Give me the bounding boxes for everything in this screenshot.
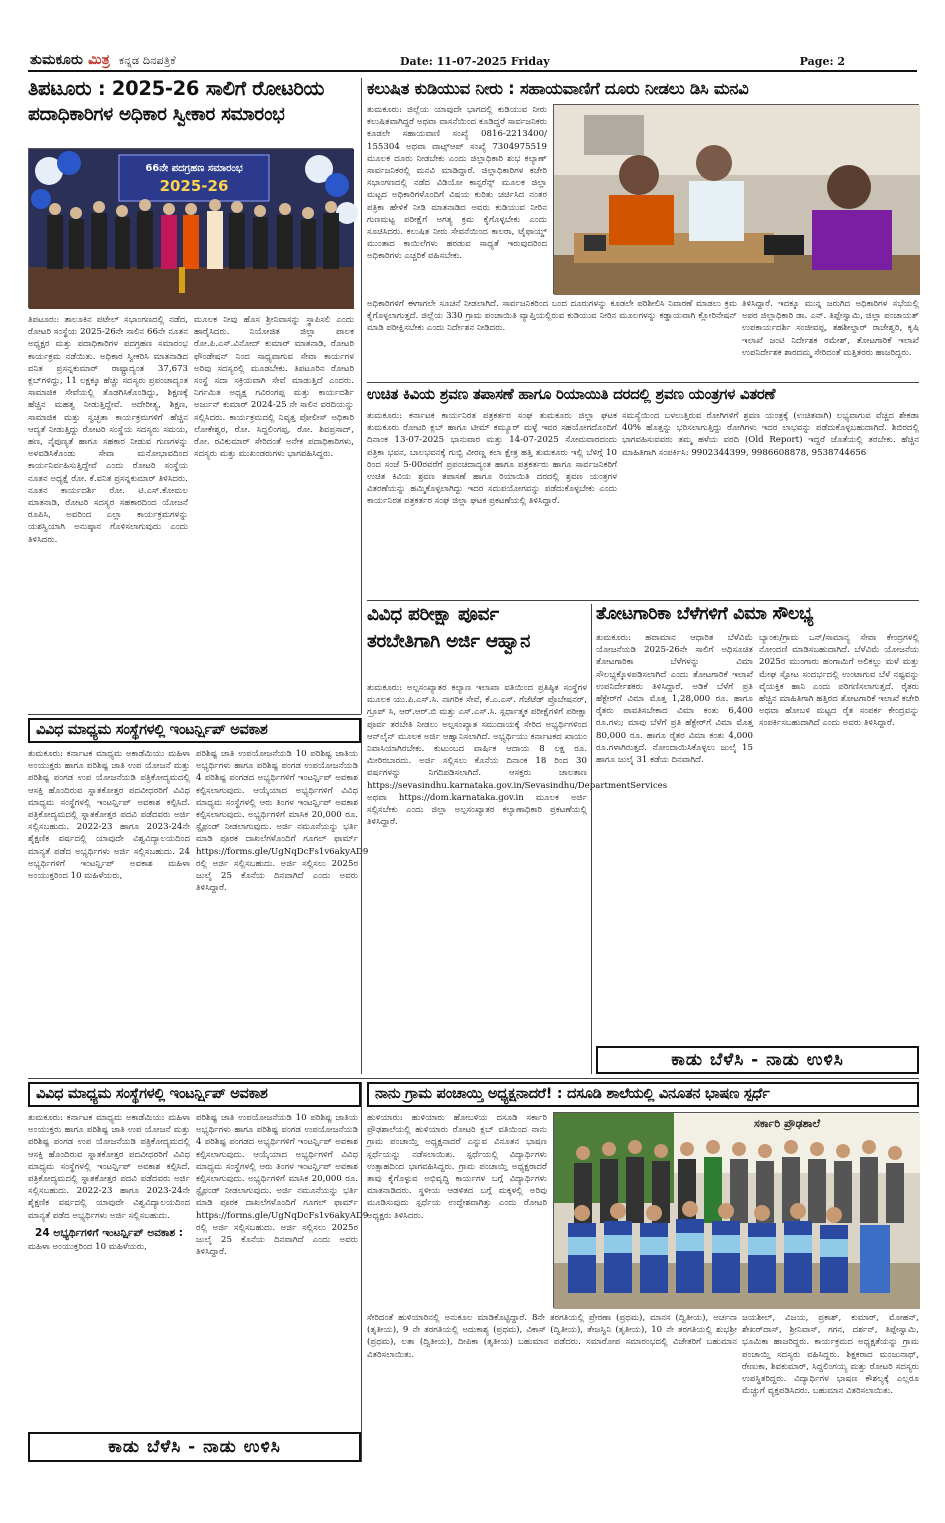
story8-photo [553,1112,919,1308]
story7-column-1 [28,1112,190,1426]
story1-headline-line1: ತಿಪಟೂರು : 2025-26 ಸಾಲಿಗೆ ರೋಟರಿಯ [28,77,325,100]
story2-column-1: ತುಮಕೂರು: ಜಿಲ್ಲೆಯ ಯಾವುದೇ ಭಾಗದಲ್ಲಿ ಕುಡಿಯುವ ನೀರು ಕಲುಷಿತವಾಗಿದ್ದರೆ ಅಥವಾ ವಾಸನೆಯಿಂದ ಕೂಡಿದ್ದರೆ ಸಾರ್ವಜನಿಕರು ಕೂಡಲೇ ಸಹಾಯವಾಣಿ ಸಂಖ್ಯೆ 0816-2213400/ 155304 ಅಥವಾ ವಾಟ್ಸ್ಆಪ್ ಸಂಖ್ಯೆ 7304975519 ಮೂಲಕ ದೂರು ನೀಡಬೇಕು ಎಂದು ಜಿಲ್ಲಾಧಿಕಾರಿ ಶುಭ ಕಲ್ಯಾಣ್ ಸಾರ್ವಜನಿಕರಲ್ಲಿ ಮನವಿ ಮಾಡಿದ್ದಾರೆ. ಜಿಲ್ಲಾಧಿಕಾರಿಗಳ ಕಚೇರಿ ಸಭಾಂಗಣದಲ್ಲಿ ನಡೆದ ವಿಡಿಯೋ ಕಾನ್ಫರೆನ್ಸ್ ಮೂಲಕ ಜಿಲ್ಲಾ ಮಟ್ಟದ ಅಧಿಕಾರಿಗಳೊಂದಿಗೆ ವಿಷಯ ಕುರಿತು ಚರ್ಚಿಸಿದ ನಂತರ ಪತ್ರಿಕಾ ಹೇಳಿಕೆ ನೀಡಿ ಮಾತನಾಡಿದ ಅವರು ಕುಡಿಯುವ ನೀರಿನ ಗುಣಮಟ್ಟ ಪರೀಕ್ಷೆಗೆ ಅಗತ್ಯ ಕ್ರಮ ಕೈಗೊಳ್ಳಬೇಕು ಎಂದು ಸೂಚಿಸಿದರು. ಕಲುಷಿತ ನೀರು ಸೇವನೆಯಿಂದ ಕಾಲರಾ, ಟೈಫಾಯ್ಡ್ ಮುಂತಾದ ಕಾಯಿಲೆಗಳು ಹರಡುವ ಸಾಧ್ಯತೆ ಇರುವುದರಿಂದ ಅಧಿಕಾರಿಗಳು ಎಚ್ಚರಿಕೆ ವಹಿಸಬೇಕು. [367,105,547,262]
story2-column-3: ತಿಳಿಸಿದ್ದಾರೆ. ಇದಕ್ಕೂ ಮುನ್ನ ಜರುಗಿದ ಅಧಿಕಾರಿಗಳ ಸಭೆಯಲ್ಲಿ ಅಪರ ಜಿಲ್ಲಾಧಿಕಾರಿ ಡಾ. ಎನ್. ತಿಪ್ಪೇಸ್ವಾಮಿ, ಜಿಲ್ಲಾ ಪಂಚಾಯತ್ ಉಪಕಾರ್ಯದರ್ಶಿ ಸಂಜೀವಪ್ಪ, ತಹಶೀಲ್ದಾರ್ ರಾಜೇಶ್ವರಿ, ಕೃಷಿ ಇಲಾಖೆ ಜಂಟಿ ನಿರ್ದೇಶಕ ರಮೇಶ್, ತೋಟಗಾರಿಕೆ ಇಲಾಖೆ ಉಪನಿರ್ದೇಶಕ ಶಾರದಮ್ಮ ಸೇರಿದಂತೆ ಮತ್ತಿತರರು ಹಾಜರಿದ್ದರು. [742,299,919,358]
story7-column-2: ಪರಿಶಿಷ್ಟ ಜಾತಿ ಉಪಯೋಜನೆಯಡಿ 10 ಪರಿಶಿಷ್ಟ ಜಾತಿಯ ಅಭ್ಯರ್ಥಿಗಳು ಹಾಗೂ ಪರಿಶಿಷ್ಟ ಪಂಗಡ ಉಪಯೋಜನೆಯಡಿ 4 ಪರಿಶಿಷ್ಟ ಪಂಗಡದ ಅಭ್ಯರ್ಥಿಗಳಿಗೆ ಇಂಟರ್ನ್ಷಿಪ್ ಅವಕಾಶ ಕಲ್ಪಿಸಲಾಗುವುದು. ಆಯ್ಕೆಯಾದ ಅಭ್ಯರ್ಥಿಗಳಿಗೆ ವಿವಿಧ ಮಾಧ್ಯಮ ಸಂಸ್ಥೆಗಳಲ್ಲಿ ಆರು ತಿಂಗಳ ಇಂಟರ್ನ್ಷಿಪ್ ಅವಕಾಶ ಕಲ್ಪಿಸಲಾಗುವುದು. ಅಭ್ಯರ್ಥಿಗಳಿಗೆ ಮಾಸಿಕ 20,000 ರೂ. ಸ್ಟೈಫಂಡ್ ನೀಡಲಾಗುವುದು. ಅರ್ಜಿ ನಮೂನೆಯನ್ನು ಭರ್ತಿ ಮಾಡಿ ಪೂರಕ ದಾಖಲೆಗಳೊಂದಿಗೆ ಗೂಗಲ್ ಫಾರ್ಮ್ https://forms.gle/UgNqDcFs1v6akyAD9 ರಲ್ಲಿ ಅರ್ಜಿ ಸಲ್ಲಿಸಬಹುದು. ಅರ್ಜಿ ಸಲ್ಲಿಸಲು 2025ರ ಜುಲೈ 25 ಕೊನೆಯ ದಿನವಾಗಿದೆ ಎಂದು ಅವರು ತಿಳಿಸಿದ್ದಾರೆ. [196,1113,369,1258]
page-number: Page: 2 [799,55,845,68]
story5-column-1: ತುಮಕೂರು: ಹವಾಮಾನ ಆಧಾರಿತ ಬೆಳೆವಿಮೆ ಯೋಜನೆಯಡಿ 2025-26ನೇ ಸಾಲಿಗೆ ಅಧಿಸೂಚಿತ ತೋಟಗಾರಿಕಾ ಬೆಳೆಗಳನ್ನು ವಿಮಾ ಸೌಲಭ್ಯಕ್ಕೊಳಪಡಿಸಲಾಗಿದೆ ಎಂದು ತೋಟಗಾರಿಕೆ ಇಲಾಖೆ ಉಪನಿರ್ದೇಶಕರು ತಿಳಿಸಿದ್ದಾರೆ. ಅಡಿಕೆ ಬೆಳೆಗೆ ಪ್ರತಿ ಹೆಕ್ಟೇರ್‌ಗೆ ವಿಮಾ ಮೊತ್ತ 1,28,000 ರೂ. ಹಾಗೂ ರೈತರು ಪಾವತಿಸಬೇಕಾದ ವಿಮಾ ಕಂತು 6,400 ರೂ.ಗಳು; ಮಾವು ಬೆಳೆಗೆ ಪ್ರತಿ ಹೆಕ್ಟೇರ್‌ಗೆ ವಿಮಾ ಮೊತ್ತ 80,000 ರೂ. ಹಾಗೂ ರೈತರ ವಿಮಾ ಕಂತು 4,000 ರೂ.ಗಳಾಗಿರುತ್ತದೆ. ನೋಂದಾಯಿಸಿಕೊಳ್ಳಲು ಜುಲೈ 15 ಹಾಗೂ ಜುಲೈ 31 ಕಡೆಯ ದಿನವಾಗಿದೆ. [596,633,753,766]
school-group-photo [554,1113,920,1309]
brand-tagline: ಕನ್ನಡ ದಿನಪತ್ರಿಕೆ [119,54,176,67]
slogan-banner-bottom: ಕಾಡು ಬೆಳೆಸಿ - ನಾಡು ಉಳಿಸಿ [28,1432,361,1462]
brand-name-part-a: ತುಮಕೂರು [30,52,84,68]
story6-column-2: ಪರಿಶಿಷ್ಟ ಜಾತಿ ಉಪಯೋಜನೆಯಡಿ 10 ಪರಿಶಿಷ್ಟ ಜಾತಿಯ ಅಭ್ಯರ್ಥಿಗಳು ಹಾಗೂ ಪರಿಶಿಷ್ಟ ಪಂಗಡ ಉಪಯೋಜನೆಯಡಿ 4 ಪರಿಶಿಷ್ಟ ಪಂಗಡದ ಅಭ್ಯರ್ಥಿಗಳಿಗೆ ಇಂಟರ್ನ್ಷಿಪ್ ಅವಕಾಶ ಕಲ್ಪಿಸಲಾಗುವುದು. ಆಯ್ಕೆಯಾದ ಅಭ್ಯರ್ಥಿಗಳಿಗೆ ವಿವಿಧ ಮಾಧ್ಯಮ ಸಂಸ್ಥೆಗಳಲ್ಲಿ ಆರು ತಿಂಗಳ ಇಂಟರ್ನ್ಷಿಪ್ ಅವಕಾಶ ಕಲ್ಪಿಸಲಾಗುವುದು. ಅಭ್ಯರ್ಥಿಗಳಿಗೆ ಮಾಸಿಕ 20,000 ರೂ. ಸ್ಟೈಫಂಡ್ ನೀಡಲಾಗುವುದು. ಅರ್ಜಿ ನಮೂನೆಯನ್ನು ಭರ್ತಿ ಮಾಡಿ ಪೂರಕ ದಾಖಲೆಗಳೊಂದಿಗೆ ಗೂಗಲ್ ಫಾರ್ಮ್ https://forms.gle/UgNqDcFs1v6akyAD9 ರಲ್ಲಿ ಅರ್ಜಿ ಸಲ್ಲಿಸಬಹುದು. ಅರ್ಜಿ ಸಲ್ಲಿಸಲು 2025ರ ಜುಲೈ 25 ಕೊನೆಯ ದಿನವಾಗಿದೆ ಎಂದು ಅವರು ತಿಳಿಸಿದ್ದಾರೆ. [196,749,369,894]
slogan-banner-top: ಕಾಡು ಬೆಳೆಸಿ - ನಾಡು ಉಳಿಸಿ [596,1046,919,1074]
story4-headline-line2: ತರಬೇತಿಗಾಗಿ ಅರ್ಜಿ ಆಹ್ವಾನ [367,631,531,653]
story7-headline: ವಿವಿಧ ಮಾಧ್ಯಮ ಸಂಸ್ಥೆಗಳಲ್ಲಿ ಇಂಟರ್ನ್ಷಿಪ್ ಅವಕಾಶ [28,1082,361,1107]
story7-subhead: 24 ಅಭ್ಯರ್ಥಿಗಳಿಗೆ ಇಂಟರ್ನ್ಷಿಪ್ ಅವಕಾಶ : [35,1226,183,1239]
masthead [0,0,945,74]
story4-headline [367,604,587,653]
banner-line2: 2025-26 [159,177,229,195]
story7-column-1-text: ತುಮಕೂರು: ಕರ್ನಾಟಕ ಮಾಧ್ಯಮ ಅಕಾಡೆಮಿಯು ಮಹಿಳಾ ಅಂಯುಕ್ತರು ಹಾಗೂ ಪರಿಶಿಷ್ಟ ಜಾತಿ ಉಪ ಯೋಜನೆ ಮತ್ತು ಪರಿಶಿಷ್ಟ ಪಂಗಡ ಉಪ ಯೋಜನೆಯಡಿ ಪತ್ರಿಕೋದ್ಯಮದಲ್ಲಿ ಆಸಕ್ತಿ ಹೊಂದಿರುವ ಸ್ನಾತಕೋತ್ತರ ಪದವೀಧರರಿಗೆ ವಿವಿಧ ಮಾಧ್ಯಮ ಸಂಸ್ಥೆಗಳಲ್ಲಿ ಇಂಟರ್ನ್ಷಿಪ್ ಅವಕಾಶ ಕಲ್ಪಿಸಿದೆ. ಪತ್ರಿಕೋದ್ಯಮದಲ್ಲಿ ಸ್ನಾತಕೋತ್ತರ ಪದವಿ ಪಡೆದವರು ಅರ್ಜಿ ಸಲ್ಲಿಸಬಹುದು. 2022-23 ಹಾಗೂ 2023-24ನೇ ಶೈಕ್ಷಣಿಕ ವರ್ಷದಲ್ಲಿ ಯಾವುದೇ ವಿಶ್ವವಿದ್ಯಾಲಯದಿಂದ ಮಾನ್ಯತೆ ಪಡೆದ ಅಭ್ಯರ್ಥಿಗಳು ಅರ್ಜಿ ಸಲ್ಲಿಸಬಹುದು. [28,1113,190,1221]
story7-column-1-tail: ಮಹಿಳಾ ಅಂಯುಕ್ತರಿಂದ 10 ಮಹಿಳೆಯರು, [28,1241,147,1252]
story8-headline: ನಾನು ಗ್ರಾಮ ಪಂಚಾಯ್ತಿ ಅಧ್ಯಕ್ಷನಾದರೆ! : ದಸೂಡಿ ಶಾಲೆಯಲ್ಲಿ ವಿನೂತನ ಭಾಷಣ ಸ್ಪರ್ಧೆ [367,1082,919,1107]
story3-column-2: ಸಮಸ್ಯೆಯಿಂದ ಬಳಲುತ್ತಿರುವ ರೋಗಿಗಳಿಗೆ ಶ್ರವಣ ಯಂತ್ರಕ್ಕೆ (ಉಚಿತವಾಗಿ) ಲಭ್ಯವಾಗುವ ವೆಚ್ಚದ ಶೇಕಡಾ 40% ಹೊತ್ತನ್ನು ಭರಿಸಲಾಗುತ್ತಿದ್ದು ರೋಗಿಗಳು ಇದರ ಲಾಭವನ್ನು ಪಡೆದುಕೊಳ್ಳಬಹುದಾಗಿದೆ. ಶಿಬಿರದಲ್ಲಿ ಭಾಗವಹಿಸುವವರು ತಮ್ಮ ಹಳೆಯ ವರದಿ (Old Report) ಇದ್ದರೆ ಜೊತೆಯಲ್ಲಿ ತರಬೇಕು. ಹೆಚ್ಚಿನ ಮಾಹಿತಿಗಾಗಿ ಸಂಪರ್ಕಿಸಿ: 9902344399, 9986608878, 9538744656 [622,411,919,458]
story5-headline: ತೋಟಗಾರಿಕಾ ಬೆಳೆಗಳಿಗೆ ವಿಮಾ ಸೌಲಭ್ಯ [596,604,814,624]
masthead-divider [28,70,917,72]
story2-headline: ಕಲುಷಿತ ಕುಡಿಯುವ ನೀರು : ಸಹಾಯವಾಣಿಗೆ ದೂರು ನೀಡಲು ಡಿಸಿ ಮನವಿ [367,79,749,98]
dc-meeting-photo [554,105,920,295]
story2-column-2: ಅಧಿಕಾರಿಗಳಿಗೆ ಈಗಾಗಲೇ ಸೂಚನೆ ನೀಡಲಾಗಿದೆ. ಸಾರ್ವಜನಿಕರಿಂದ ಬಂದ ದೂರುಗಳನ್ನು ಕೂಡಲೇ ಪರಿಶೀಲಿಸಿ ನಿವಾರಣೆ ಮಾಡಲು ಕ್ರಮ ಕೈಗೊಳ್ಳಲಾಗುತ್ತದೆ. ಜಿಲ್ಲೆಯ 330 ಗ್ರಾಮ ಪಂಚಾಯಿತಿ ವ್ಯಾಪ್ತಿಯಲ್ಲಿರುವ ಕುಡಿಯುವ ನೀರಿನ ಮೂಲಗಳನ್ನು ಕಡ್ಡಾಯವಾಗಿ ಕ್ಲೋರಿನೇಷನ್ ಮಾಡಿ ಪರೀಕ್ಷಿಸಬೇಕು ಎಂದು ನಿರ್ದೇಶನ ನೀಡಿದರು. [367,299,737,334]
story3-headline: ಉಚಿತ ಕಿವಿಯ ಶ್ರವಣ ತಪಾಸಣೆ ಹಾಗೂ ರಿಯಾಯಿತಿ ದರದಲ್ಲಿ ಶ್ರವಣ ಯಂತ್ರಗಳ ವಿತರಣೆ [367,385,776,403]
story8-column-3: ಜಯಶೀಲ್, ವಿಜಯ, ಪ್ರಕಾಶ್, ಕುಮಾರ್, ಮೋಹನ್, ಶೇಖರ್‌ದಾಸ್, ಶ್ರೀನಿವಾಸ್, ಗಗನ, ದರ್ಶನ್, ತಿಪ್ಪೇಸ್ವಾಮಿ, ಭೂಮಿಕಾ ಹಾಜರಿದ್ದರು. ಕಾರ್ಯಕ್ರಮದ ಅಧ್ಯಕ್ಷತೆಯನ್ನು ಗ್ರಾಮ ಪಂಚಾಯ್ತಿ ಸದಸ್ಯರು ವಹಿಸಿದ್ದರು. ಶಿಕ್ಷಕರಾದ ಮಂಜುನಾಥ್, ರೇಣುಕಾ, ಶಿವಕುಮಾರ್, ಸಿದ್ದಲಿಂಗಯ್ಯ ಮತ್ತು ರೋಟರಿ ಸದಸ್ಯರು ಉಪಸ್ಥಿತರಿದ್ದರು. ವಿದ್ಯಾರ್ಥಿಗಳ ಭಾಷಣ ಕೌಶಲ್ಯಕ್ಕೆ ಎಲ್ಲರೂ ಮೆಚ್ಚುಗೆ ವ್ಯಕ್ತಪಡಿಸಿದರು. ಬಹುಮಾನ ವಿತರಿಸಲಾಯಿತು. [742,1313,919,1397]
story8-column-1: ಹುಳಿಯಾರು: ಹುಳಿಯಾರು ಹೋಬಳಿಯ ದಸೂಡಿ ಸರ್ಕಾರಿ ಪ್ರೌಢಶಾಲೆಯಲ್ಲಿ ಹುಳಿಯಾರು ರೋಟರಿ ಕ್ಲಬ್ ವತಿಯಿಂದ ನಾನು ಗ್ರಾಮ ಪಂಚಾಯ್ತಿ ಅಧ್ಯಕ್ಷನಾದರೆ ಎನ್ನುವ ವಿನೂತನ ಭಾಷಣ ಸ್ಪರ್ಧೆಯನ್ನು ನಡೆಸಲಾಯಿತು. ಸ್ಪರ್ಧೆಯಲ್ಲಿ ವಿದ್ಯಾರ್ಥಿಗಳು ಉತ್ಸಾಹದಿಂದ ಭಾಗವಹಿಸಿದ್ದರು. ಗ್ರಾಮ ಪಂಚಾಯ್ತಿ ಅಧ್ಯಕ್ಷರಾದರೆ ತಾವು ಕೈಗೊಳ್ಳುವ ಅಭಿವೃದ್ಧಿ ಕಾರ್ಯಗಳ ಬಗ್ಗೆ ವಿದ್ಯಾರ್ಥಿಗಳು ಮಾತನಾಡಿದರು. ಸ್ಥಳೀಯ ಆಡಳಿತದ ಬಗ್ಗೆ ಮಕ್ಕಳಲ್ಲಿ ಅರಿವು ಮೂಡಿಸುವುದು ಸ್ಪರ್ಧೆಯ ಉದ್ದೇಶವಾಗಿತ್ತು ಎಂದು ರೋಟರಿ ಅಧ್ಯಕ್ಷರು ತಿಳಿಸಿದರು. [367,1113,547,1221]
brand-name-part-b: ಮಿತ್ರ [88,52,110,68]
rotary-stage-photo [29,149,354,309]
section-divider [28,714,361,715]
column-divider [591,604,592,1074]
column-divider [361,718,362,1074]
story6-column-1: ತುಮಕೂರು: ಕರ್ನಾಟಕ ಮಾಧ್ಯಮ ಅಕಾಡೆಮಿಯು ಮಹಿಳಾ ಅಂಯುಕ್ತರು ಹಾಗೂ ಪರಿಶಿಷ್ಟ ಜಾತಿ ಉಪ ಯೋಜನೆ ಮತ್ತು ಪರಿಶಿಷ್ಟ ಪಂಗಡ ಉಪ ಯೋಜನೆಯಡಿ ಪತ್ರಿಕೋದ್ಯಮದಲ್ಲಿ ಆಸಕ್ತಿ ಹೊಂದಿರುವ ಸ್ನಾತಕೋತ್ತರ ಪದವೀಧರರಿಗೆ ವಿವಿಧ ಮಾಧ್ಯಮ ಸಂಸ್ಥೆಗಳಲ್ಲಿ ಇಂಟರ್ನ್ಷಿಪ್ ಅವಕಾಶ ಕಲ್ಪಿಸಿದೆ. ಪತ್ರಿಕೋದ್ಯಮದಲ್ಲಿ ಸ್ನಾತಕೋತ್ತರ ಪದವಿ ಪಡೆದವರು ಅರ್ಜಿ ಸಲ್ಲಿಸಬಹುದು. 2022-23 ಹಾಗೂ 2023-24ನೇ ಶೈಕ್ಷಣಿಕ ವರ್ಷದಲ್ಲಿ ಯಾವುದೇ ವಿಶ್ವವಿದ್ಯಾಲಯದಿಂದ ಮಾನ್ಯತೆ ಪಡೆದ ಅಭ್ಯರ್ಥಿಗಳು ಅರ್ಜಿ ಸಲ್ಲಿಸಬಹುದು. 24 ಅಭ್ಯರ್ಥಿಗಳಿಗೆ ಇಂಟರ್ನ್ಷಿಪ್ ಅವಕಾಶ ಮಹಿಳಾ ಅಂಯುಕ್ತರಿಂದ 10 ಮಹಿಳೆಯರು, [28,749,190,882]
issue-date: Date: 11-07-2025 Friday [400,55,550,68]
story2-photo [553,104,919,294]
story3-column-1: ತುಮಕೂರು: ಕರ್ನಾಟಕ ಕಾರ್ಯನಿರತ ಪತ್ರಕರ್ತರ ಸಂಘ ತುಮಕೂರು ಜಿಲ್ಲಾ ಘಟಕ ತುಮಕೂರು ರೋಟರಿ ಕ್ಲಬ್ ಹಾಗೂ ಟೀಮ್ ಕಮ್ಯೂರ್ ಮಳ್ಳೆ ಇವರ ಸಹಯೋಗದೊಂದಿಗೆ ದಿನಾಂಕ 13-07-2025 ಭಾನುವಾರ ಮತ್ತು 14-07-2025 ಸೋಮವಾರದಂದು ಪತ್ರಿಕಾ ಭವನ, ಬಾಲಭವನಕ್ಕೆ ಗುಬ್ಬಿ ವೀರಣ್ಣ ಕಲಾ ಕ್ಷೇತ್ರ ಹತ್ತಿ ತುಮಕೂರು ಇಲ್ಲಿ ಬೆಳಿಗ್ಗೆ 10 ರಿಂದ ಸಂಜೆ 5-00ರವರೆಗೆ ಪ್ರಪಂಚದಾದ್ಯಂತ ಹಾಗೂ ಪತ್ರಕರ್ತರು ಹಾಗೂ ಸಾರ್ವಜನಿಕರಿಗೆ ಉಚಿತ ಕಿವಿಯ ಶ್ರವಣ ತಪಾಸಣೆ ಹಾಗೂ ರಿಯಾಯಿತಿ ದರದಲ್ಲಿ ಶ್ರವಣ ಯಂತ್ರಗಳ ವಿತರಣೆಯನ್ನು ಹಮ್ಮಿಕೊಳ್ಳಲಾಗಿದ್ದು ಇದರ ಸದುಪಯೋಗವನ್ನು ಪಡೆದುಕೊಳ್ಳಬೇಕು ಎಂದು ಕಾರ್ಯನಿರತ ಪತ್ರಕರ್ತರ ಸಂಘ ಜಿಲ್ಲಾ ಘಟಕ ಪ್ರಕಟಣೆಯಲ್ಲಿ ತಿಳಿಸಿದ್ದಾರೆ. [367,411,617,507]
story4-body: ತುಮಕೂರು: ಅಲ್ಪಸಂಖ್ಯಾತರ ಕಲ್ಯಾಣ ಇಲಾಖಾ ವತಿಯಿಂದ ಪ್ರತಿಷ್ಠಿತ ಸಂಸ್ಥೆಗಳ ಮೂಲಕ ಯು.ಪಿ.ಎಸ್.ಸಿ. ನಾಗರಿಕ ಸೇವೆ, ಕೆ.ಎ.ಎಸ್. ಗೆಜೆಟೆಡ್ ಪ್ರೊಬೇಷನರ್, ಗ್ರೂಪ್ ಸಿ, ಆರ್.ಆರ್.ಬಿ ಮತ್ತು ಎಸ್.ಎಸ್.ಸಿ. ಸ್ಪರ್ಧಾತ್ಮಕ ಪರೀಕ್ಷೆಗಳಿಗೆ ಪರೀಕ್ಷಾ ಪೂರ್ವ ತರಬೇತಿ ನೀಡಲು ಅಲ್ಪಸಂಖ್ಯಾತ ಸಮುದಾಯಕ್ಕೆ ಸೇರಿದ ಅಭ್ಯರ್ಥಿಗಳಿಂದ ಆನ್‌ಲೈನ್ ಮೂಲಕ ಅರ್ಜಿ ಆಹ್ವಾನಿಸಲಾಗಿದೆ. ಅಭ್ಯರ್ಥಿಯು ಕರ್ನಾಟಕದ ಖಾಯಂ ನಿವಾಸಿಯಾಗಿರಬೇಕು. ಕುಟುಂಬದ ವಾರ್ಷಿಕ ಆದಾಯ 8 ಲಕ್ಷ ರೂ. ಮೀರಿರಬಾರದು. ಅರ್ಜಿ ಸಲ್ಲಿಸಲು ಕೊನೆಯ ದಿನಾಂಕ 18 ರಿಂದ 30 ವರ್ಷಗಳನ್ನು ನಿಗದಿಪಡಿಸಲಾಗಿದೆ. ಆಸಕ್ತರು ಜಾಲತಾಣ https://sevasindhu.karnataka.gov.in/Sevasindhu/DepartmentServices ಅಥವಾ https://dom.karnataka.gov.in ಮೂಲಕ ಅರ್ಜಿ ಸಲ್ಲಿಸಬೇಕು ಎಂದು ಜಿಲ್ಲಾ ಅಲ್ಪಸಂಖ್ಯಾತರ ಕಲ್ಯಾಣಾಧಿಕಾರಿ ಪ್ರಕಟಣೆಯಲ್ಲಿ ತಿಳಿಸಿದ್ದಾರೆ. [367,683,668,828]
story1-headline-line2: ಪದಾಧಿಕಾರಿಗಳ ಅಧಿಕಾರ ಸ್ವೀಕಾರ ಸಮಾರಂಭ [28,104,285,126]
story1-column-1: ತಿಪಟೂರು: ತಾಲೂಕಿನ ಪಟೇಲ್ ಸಭಾಂಗಣದಲ್ಲಿ ನಡೆದ, ರೋಟರಿ ಸಂಸ್ಥೆಯ 2025-26ನೇ ಸಾಲಿನ 66ನೇ ನೂತನ ಅಧ್ಯಕ್ಷರ ಮತ್ತು ಪದಾಧಿಕಾರಿಗಳ ಪದಗ್ರಹಣ ಸಮಾರಂಭ ಕಾರ್ಯಕ್ರಮ ನಡೆಯಿತು. ಅಧಿಕಾರ ಸ್ವೀಕರಿಸಿ ಮಾತನಾಡಿದ ವನಿತ ಪ್ರಸನ್ನಕುಮಾರ್ ರಾಷ್ಟ್ರಾದ್ಯಂತ 37,673 ಕ್ಲಬ್‌ಗಳಿದ್ದು, 11 ಲಕ್ಷಕ್ಕೂ ಹೆಚ್ಚು ಸದಸ್ಯರು ಪ್ರಪಂಚಾದ್ಯಂತ ಸಾಮಾಜಿಕ ಸೇವೆಯಲ್ಲಿ ತೊಡಗಿಸಿಕೊಂಡಿದ್ದು, ಶಿಕ್ಷಣಕ್ಕೆ ಹೆಚ್ಚಿನ ಮಹತ್ವ ನೀಡುತ್ತಿದ್ದೇವೆ. ಅದೇರೀತ್ಯ, ಶಿಕ್ಷಣ, ಸಾಮಾಜಿಕ ಮತ್ತು ಸ್ವಚ್ಛತಾ ಕಾರ್ಯಕ್ರಮಗಳಿಗೆ ಹೆಚ್ಚಿನ ಆದ್ಯತೆ ನೀಡುತ್ತಿದ್ದು ರೋಟರಿ ಸಂಸ್ಥೆಯ ಸದಸ್ಯರು ಸಮಯ, ಹಣ, ನೈಪುಣ್ಯತೆ ಹಾಗೂ ಸಹಕಾರ ನೀಡುವ ಗುಣಗಳನ್ನು ಅಳವಡಿಸಿಕೊಂಡು ಸೇವಾ ಮನೋಭಾವದಿಂದ ಕಾರ್ಯನಿರ್ವಹಿಸುತ್ತಿದ್ದೇವೆ ಎಂದು ರೋಟರಿ ಸಂಸ್ಥೆಯ ನೂತನ ಅಧ್ಯಕ್ಷೆ ರೋ. ಕೆ.ವನಿತ ಪ್ರಸನ್ನಕುಮಾರ್ ತಿಳಿಸಿದರು. ನೂತನ ಕಾರ್ಯದರ್ಶಿ ರೋ. ಟಿ.ಎಸ್.ಕೋಮಲ ಮಾತನಾಡಿ, ರೋಟರಿ ಸದಸ್ಯರ ಸಹಕಾರದಿಂದ ಯೋಜನೆ ರೂಪಿಸಿ, ಅವರಿಂದ ಎಲ್ಲಾ ಕಾರ್ಯಕ್ರಮಗಳನ್ನು ಯಶಸ್ವಿಯಾಗಿ ಅನುಷ್ಠಾನ ಗೊಳಿಸಲಾಗುವುದು ಎಂದು ತಿಳಿಸಿದರು. [28,315,188,545]
story1-headline [28,78,358,126]
story6-headline: ವಿವಿಧ ಮಾಧ್ಯಮ ಸಂಸ್ಥೆಗಳಲ್ಲಿ ಇಂಟರ್ನ್ಷಿಪ್ ಅವಕಾಶ [28,718,361,743]
story5-column-2: ಬ್ಯಾಂಕು/ಗ್ರಾಮ ಒನ್/ಸಾಮಾನ್ಯ ಸೇವಾ ಕೇಂದ್ರಗಳಲ್ಲಿ ನೋಂದಣಿ ಮಾಡಿಸಬಹುದಾಗಿದೆ. ಬೆಳೆವಿಮೆ ಯೋಜನೆಯ 2025ರ ಮುಂಗಾರು ಹಂಗಾಮಿಗೆ ಅಲಿಕಲ್ಲು ಮಳೆ ಮತ್ತು ಮೇಘ ಸ್ಫೋಟ ಸಂದರ್ಭದಲ್ಲಿ ಉಂಟಾಗುವ ಬೆಳೆ ನಷ್ಟವನ್ನು ವೈಯಕ್ತಿಕ ಹಾನಿ ಎಂದು ಪರಿಗಣಿಸಲಾಗುತ್ತದೆ. ರೈತರು ಹೆಚ್ಚಿನ ಮಾಹಿತಿಗಾಗಿ ಹತ್ತಿರದ ತೋಟಗಾರಿಕೆ ಇಲಾಖೆ ಕಚೇರಿ ಅಥವಾ ಹೋಬಳಿ ಮಟ್ಟದ ರೈತ ಸಂಪರ್ಕ ಕೇಂದ್ರವನ್ನು ಸಂಪರ್ಕಿಸಬಹುದಾಗಿದೆ ಎಂದು ಅವರು ತಿಳಿಸಿದ್ದಾರೆ. [759,633,919,729]
column-divider [361,1082,362,1462]
story4-headline-line1: ವಿವಿಧ ಪರೀಕ್ಷಾ ಪೂರ್ವ [367,604,499,625]
story8-column-2: ಸೇರಿದಂತೆ ಹುಳಿಯಾರಿನಲ್ಲಿ ಅನುಕೂಲ ಮಾಡಿಕೊಟ್ಟಿದ್ದಾರೆ. 8ನೇ ತರಗತಿಯಲ್ಲಿ ಪ್ರೇರಣಾ (ಪ್ರಥಮ), ಮಾನಸ (ದ್ವಿತೀಯ), ಅರ್ಚನಾ (ತೃತೀಯ), 9 ನೇ ತರಗತಿಯಲ್ಲಿ ಅದುಕಾಶ್ಯ (ಪ್ರಥಮ), ವಿಕಾಸ್ (ದ್ವಿತೀಯ), ತೇಜಸ್ವಿನಿ (ತೃತೀಯ), 10 ನೇ ತರಗತಿಯಲ್ಲಿ ಶುಭಶ್ರೀ (ಪ್ರಥಮ), ಲತಾ (ದ್ವಿತೀಯ), ದೀಪಿಕಾ (ತೃತೀಯ) ಬಹುಮಾನ ಪಡೆದರು. ಸಮಾರೋಪ ಸಮಾರಂಭದಲ್ಲಿ ವಿಜೇತರಿಗೆ ಬಹುಮಾನ ವಿತರಿಸಲಾಯಿತು. [367,1313,737,1360]
newspaper-logo [30,52,176,68]
section-divider [367,600,919,601]
section-divider [367,382,919,383]
story1-column-2: ಮೂಲಕ ನೀವು ಹೊಸ ಶ್ರೀನಿವಾಸನ್ನು ಸ್ಥಾಪಿಸಲಿ ಎಂದು ಹಾರೈಸಿದರು. ನಿಯೋಜಿತ ಜಿಲ್ಲಾ ಪಾಲಕ ರೋ.ಪಿ.ಎಸ್.ವಿನೋದ್ ಕುಮಾರ್ ಮಾತನಾಡಿ, ರೋಟರಿ ಫೌಂಡೇಷನ್ ನಿಂದ ಸಾಧ್ಯವಾಗುವ ಸೇವಾ ಕಾರ್ಯಗಳ ಅರಿವು ಸದಸ್ಯರಲ್ಲಿ ಮೂಡಬೇಕು. ತಿಪಟೂರಿನ ರೋಟರಿ ಸಂಸ್ಥೆ ಸದಾ ಸಕ್ರಿಯವಾಗಿ ಸೇವೆ ಮಾಡುತ್ತಿದೆ ಎಂದರು. ನಿರ್ಗಮಿತ ಅಧ್ಯಕ್ಷ ಗವಿರಂಗಪ್ಪ ಮತ್ತು ಕಾರ್ಯದರ್ಶಿ ಅರ್ಜುನ್ ಕುಮಾರ್ 2024-25 ನೇ ಸಾಲಿನ ವರದಿಯನ್ನು ಸಲ್ಲಿಸಿದರು. ಕಾರ್ಯಕ್ರಮದಲ್ಲಿ ನಿವೃತ್ತ ಪೋಲೀಸ್ ಅಧಿಕಾರಿ ಲೋಕೇಶ್ವರ, ರೋ. ಸಿದ್ದಲಿಂಗಪ್ಪ, ರೋ. ಶಿವಪ್ರಸಾದ್, ರೋ. ರವಿಕುಮಾರ್ ಸೇರಿದಂತೆ ಅನೇಕ ಪದಾಧಿಕಾರಿಗಳು, ಸದಸ್ಯರು ಮತ್ತು ಮುಖಂಡರುಗಳು ಭಾಗವಹಿಸಿದ್ದರು. [194,315,354,460]
column-divider [361,78,362,714]
school-sign-text: ಸರ್ಕಾರಿ ಪ್ರೌಢಶಾಲೆ [754,1117,821,1130]
section-divider [28,1078,919,1079]
banner-line1: 66ನೇ ಪದಗ್ರಹಣ ಸಮಾರಂಭ [145,163,243,174]
story1-photo [28,148,353,308]
